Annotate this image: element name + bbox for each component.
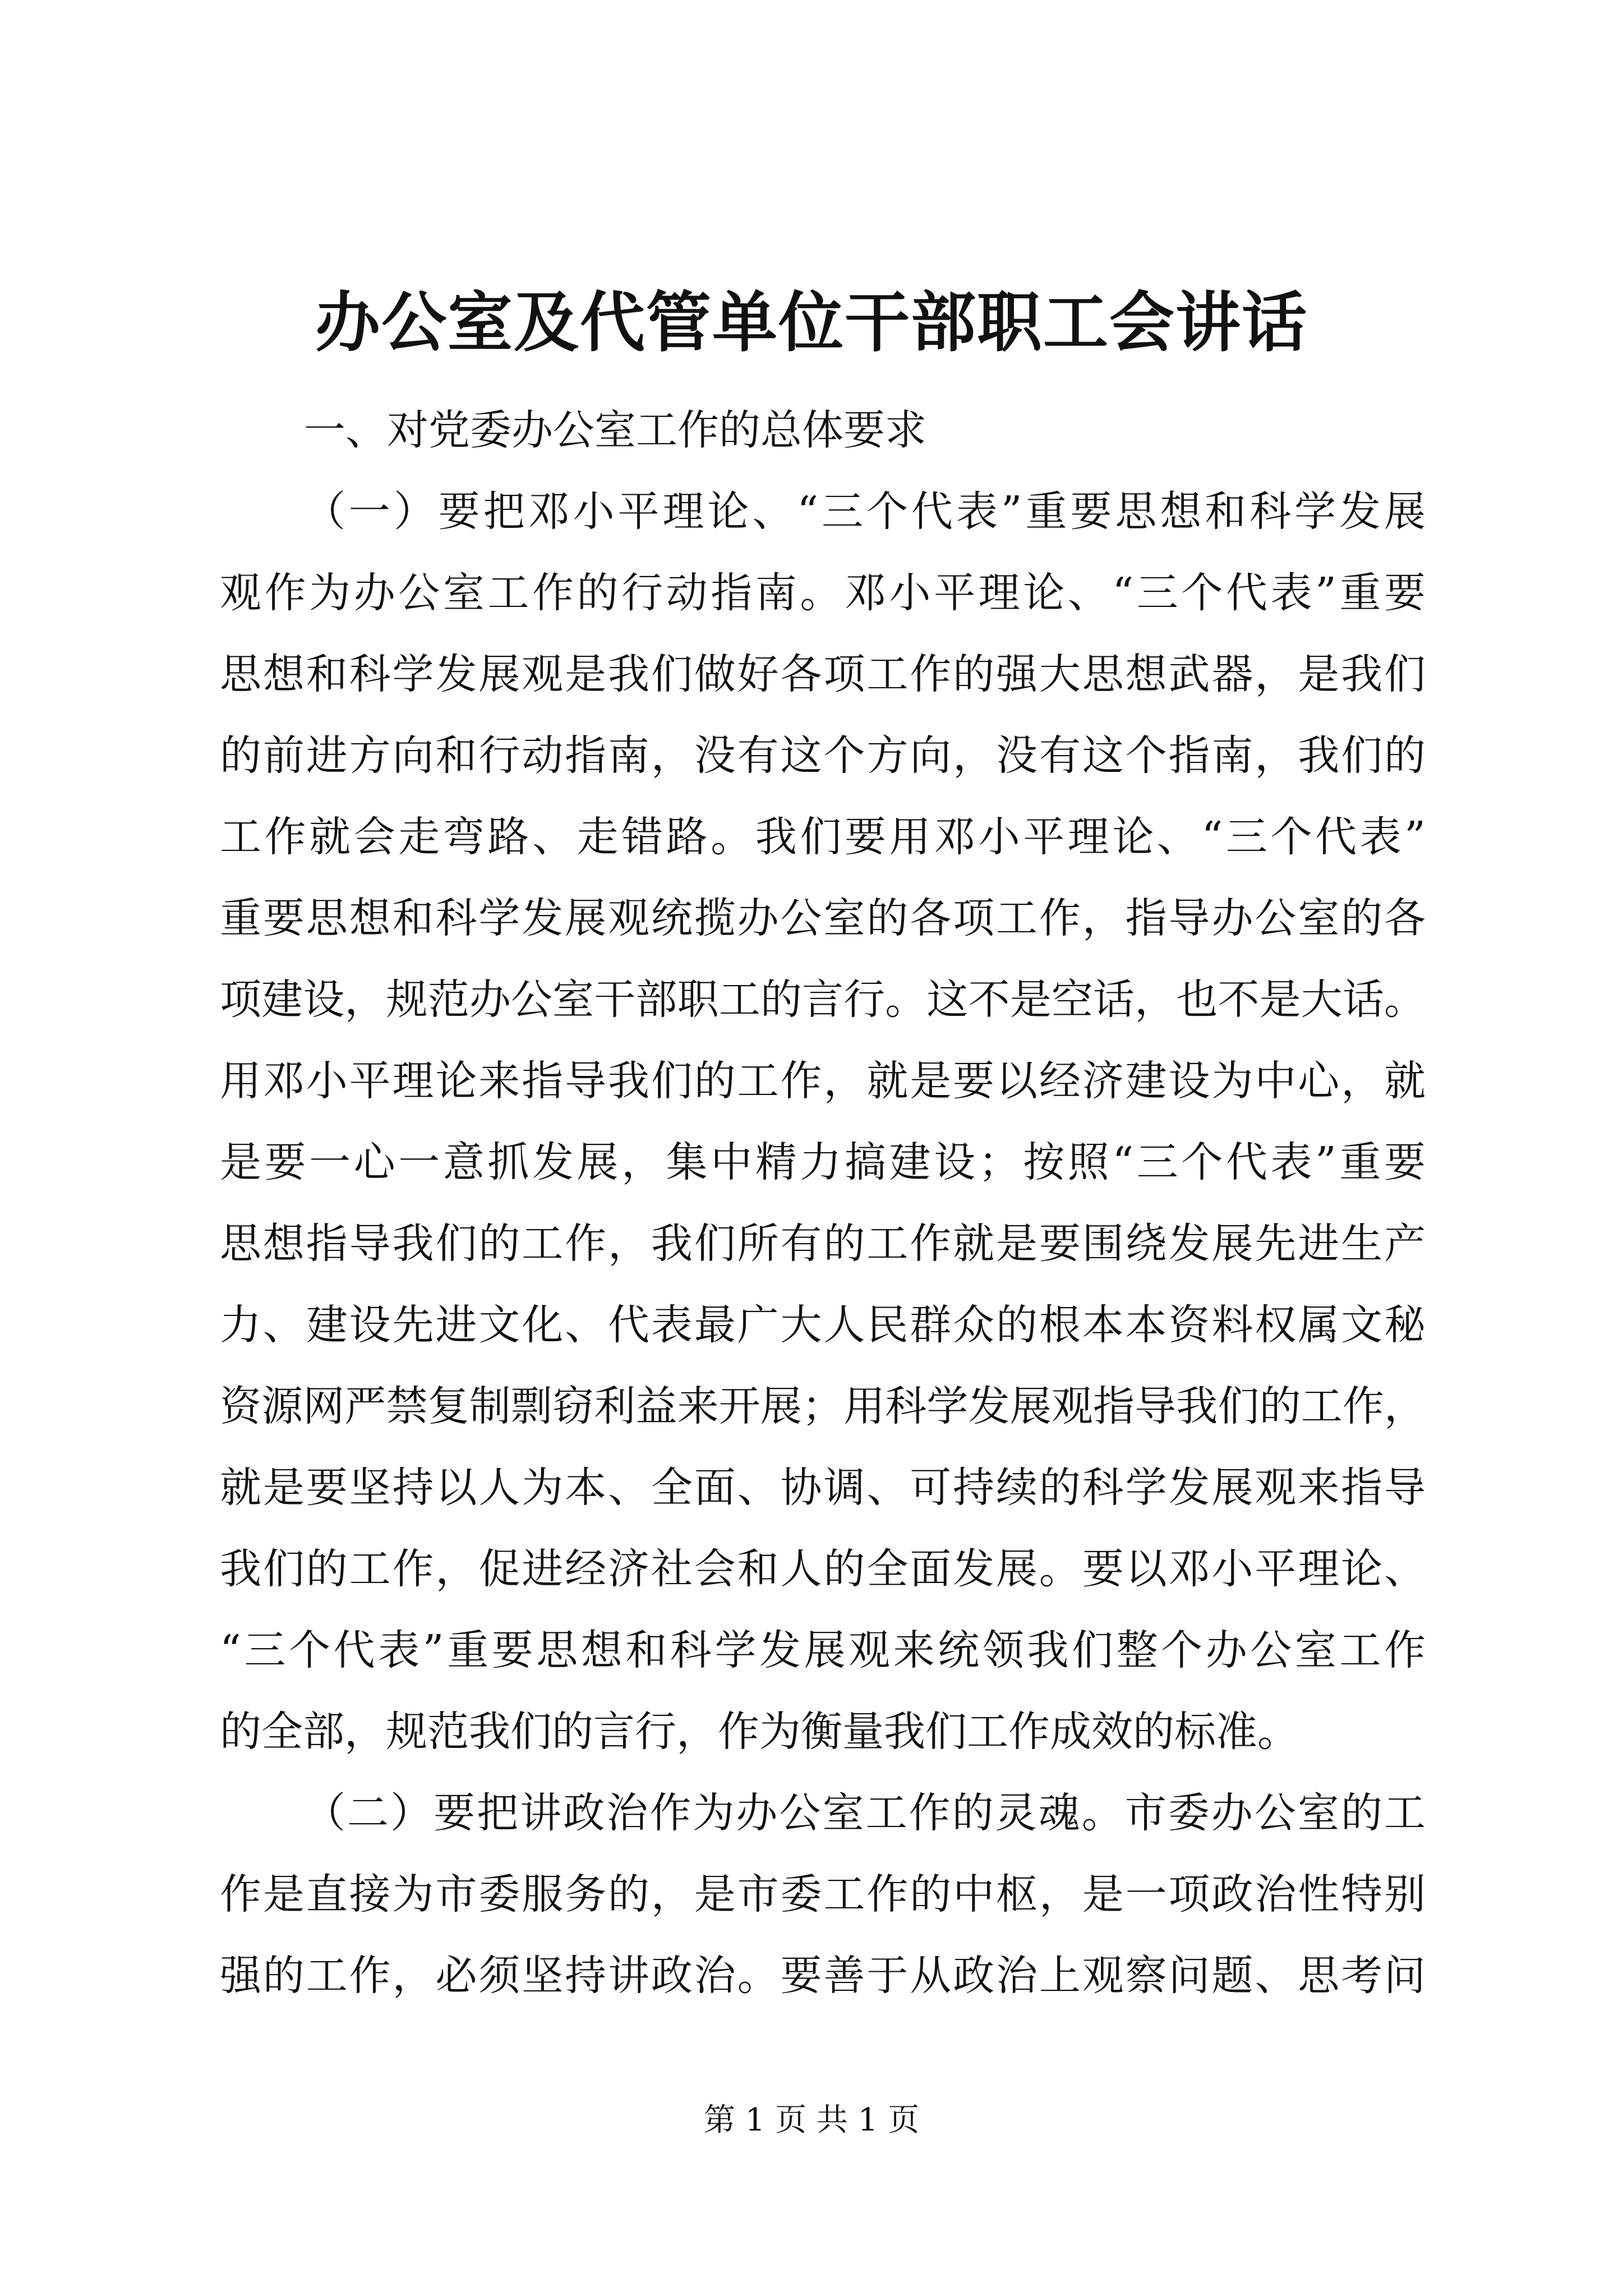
- paragraph-line: 的全部，规范我们的言行，作为衡量我们工作成效的标准。: [220, 1708, 1299, 1756]
- paragraph-line: 项建设，规范办公室干部职工的言行。这不是空话，也不是大话。: [220, 976, 1426, 1024]
- paragraph-line: 就是要坚持以人为本、全面、协调、可持续的科学发展观来指导: [220, 1464, 1426, 1512]
- paragraph-line: 用邓小平理论来指导我们的工作，就是要以经济建设为中心，就: [220, 1057, 1426, 1105]
- document-body: [220, 390, 1426, 2017]
- paragraph-line: 思想和科学发展观是我们做好各项工作的强大思想武器，是我们: [220, 650, 1426, 698]
- paragraph-line: 思想指导我们的工作，我们所有的工作就是要围绕发展先进生产: [220, 1220, 1426, 1268]
- paragraph-line: 作是直接为市委服务的，是市委工作的中枢，是一项政治性特别: [220, 1870, 1426, 1918]
- paragraph-line: “三个代表”重要思想和科学发展观来统领我们整个办公室工作: [220, 1626, 1426, 1674]
- document-title: 办公室及代管单位干部职工会讲话: [315, 284, 1308, 361]
- paragraph-line: 工作就会走弯路、走错路。我们要用邓小平理论、“三个代表”: [220, 813, 1426, 861]
- section-heading: 一、对党委办公室工作的总体要求: [304, 406, 926, 454]
- paragraph-line: 强的工作，必须坚持讲政治。要善于从政治上观察问题、思考问: [220, 1952, 1426, 2000]
- paragraph-line: 重要思想和科学发展观统揽办公室的各项工作，指导办公室的各: [220, 894, 1426, 942]
- paragraph-line: 资源网严禁复制剽窃利益来开展；用科学发展观指导我们的工作，: [220, 1382, 1426, 1430]
- paragraph-line: （一）要把邓小平理论、“三个代表”重要思想和科学发展: [304, 487, 1426, 536]
- paragraph-line: 我们的工作，促进经济社会和人的全面发展。要以邓小平理论、: [220, 1545, 1426, 1593]
- paragraph-line: 的前进方向和行动指南，没有这个方向，没有这个指南，我们的: [220, 731, 1426, 780]
- paragraph-line: 是要一心一意抓发展，集中精力搞建设；按照“三个代表”重要: [220, 1138, 1426, 1186]
- page-footer: 第 1 页 共 1 页: [703, 2102, 920, 2138]
- paragraph-line: 观作为办公室工作的行动指南。邓小平理论、“三个代表”重要: [220, 569, 1426, 617]
- paragraph-line: 力、建设先进文化、代表最广大人民群众的根本本资料权属文秘: [220, 1301, 1426, 1349]
- paragraph-line: （二）要把讲政治作为办公室工作的灵魂。市委办公室的工: [304, 1789, 1426, 1837]
